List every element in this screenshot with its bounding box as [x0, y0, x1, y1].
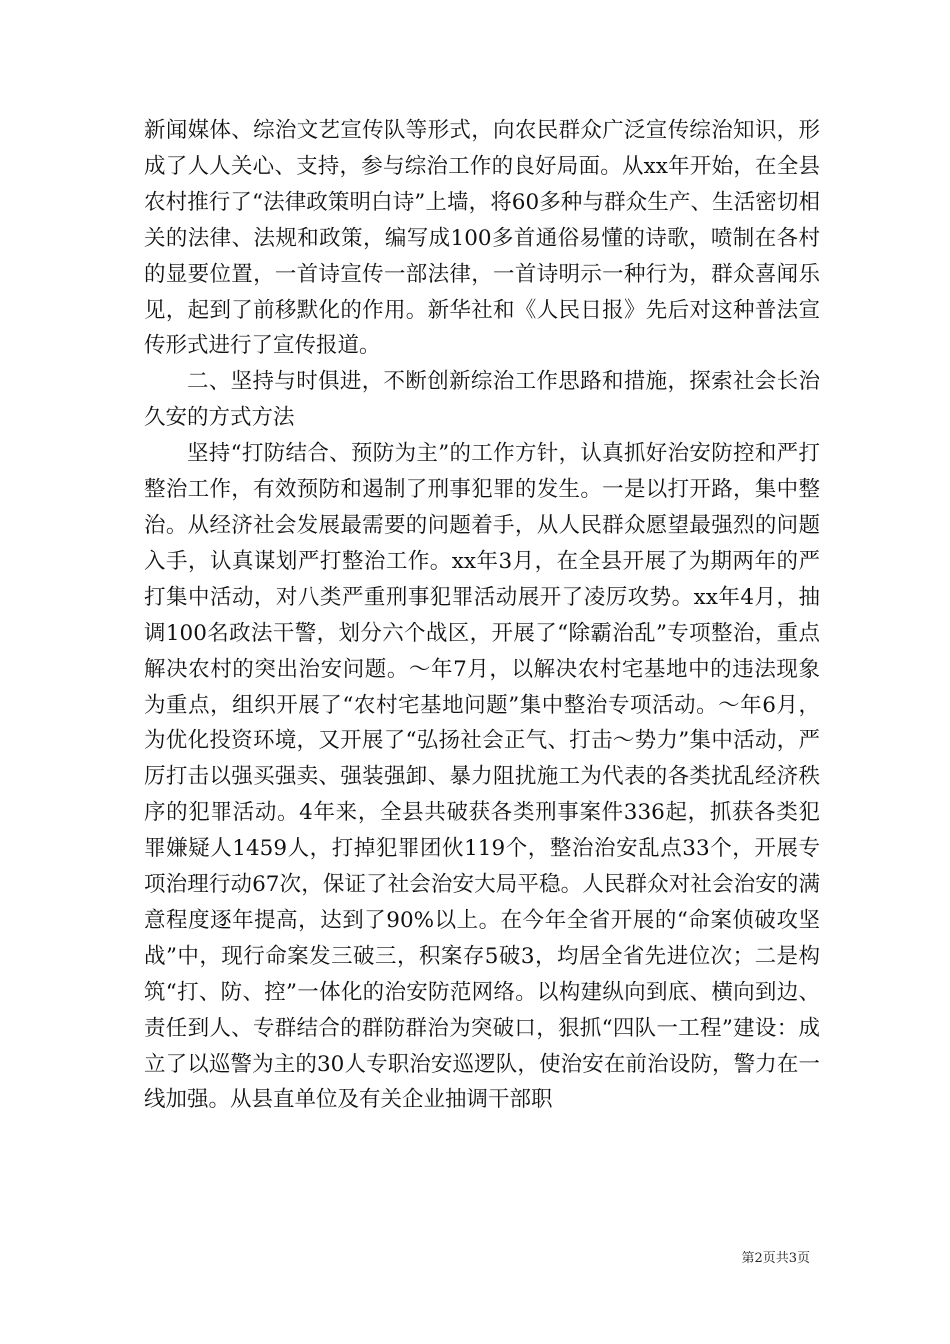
paragraph-body: 坚持“打防结合、预防为主”的工作方针，认真抓好治安防控和严打整治工作，有效预防和遏制了刑事犯罪的发生。一是以打开路，集中整治。从经济社会发展最需要的问题着手，从人民群众愿望最强烈的问题入手，认真谋划严打整治工作。xx年3月，在全县开展了为期两年的严打集中活动，对八类严重刑事犯罪活动展开了凌厉攻势。xx年4月，抽调100名政法干警，划分六个战区，开展了“除霸治乱”专项整治，重点解决农村的突出治安问题。～年7月，以解决农村宅基地中的违法现象为重点，组织开展了“农村宅基地问题”集中整治专项活动。～年6月，为优化投资环境，又开展了“弘扬社会正气、打击～势力”集中活动，严厉打击以强买强卖、强装强卸、暴力阻扰施工为代表的各类扰乱经济秩序的犯罪活动。4年来，全县共破获各类刑事案件336起，抓获各类犯罪嫌疑人1459人，打掉犯罪团伙119个，整治治安乱点33个，开展专项治理行动67次，保证了社会治安大局平稳。人民群众对社会治安的满意程度逐年提高，达到了90%以上。在今年全省开展的“命案侦破攻坚战”中，现行命案发三破三，积案存5破3，均居全省先进位次；二是构筑“打、防、控”一体化的治安防范网络。以构建纵向到底、横向到边、责任到人、专群结合的群防群治为突破口，狠抓“四队一工程”建设：成立了以巡警为主的30人专职治安巡逻队，使治安在前治设防，警力在一线加强。从县直单位及有关企业抽调干部职	[144, 441, 820, 1113]
page-number: 第2页共3页	[741, 1251, 810, 1266]
paragraph-continuation: 新闻媒体、综治文艺宣传队等形式，向农民群众广泛宣传综治知识，形成了人人关心、支持，参与综治工作的良好局面。从xx年开始，在全县农村推行了“法律政策明白诗”上墙，将60多种与群众生产、生活密切相关的法律、法规和政策，编写成100多首通俗易懂的诗歌，喷制在各村的显要位置，一首诗宣传一部法律，一首诗明示一种行为，群众喜闻乐见，起到了前移默化的作用。新华社和《人民日报》先后对这种普法宣传形式进行了宣传报道。	[144, 118, 820, 359]
section-heading: 二、坚持与时俱进，不断创新综治工作思路和措施，探索社会长治久安的方式方法	[144, 369, 820, 431]
document-body	[144, 113, 820, 1118]
